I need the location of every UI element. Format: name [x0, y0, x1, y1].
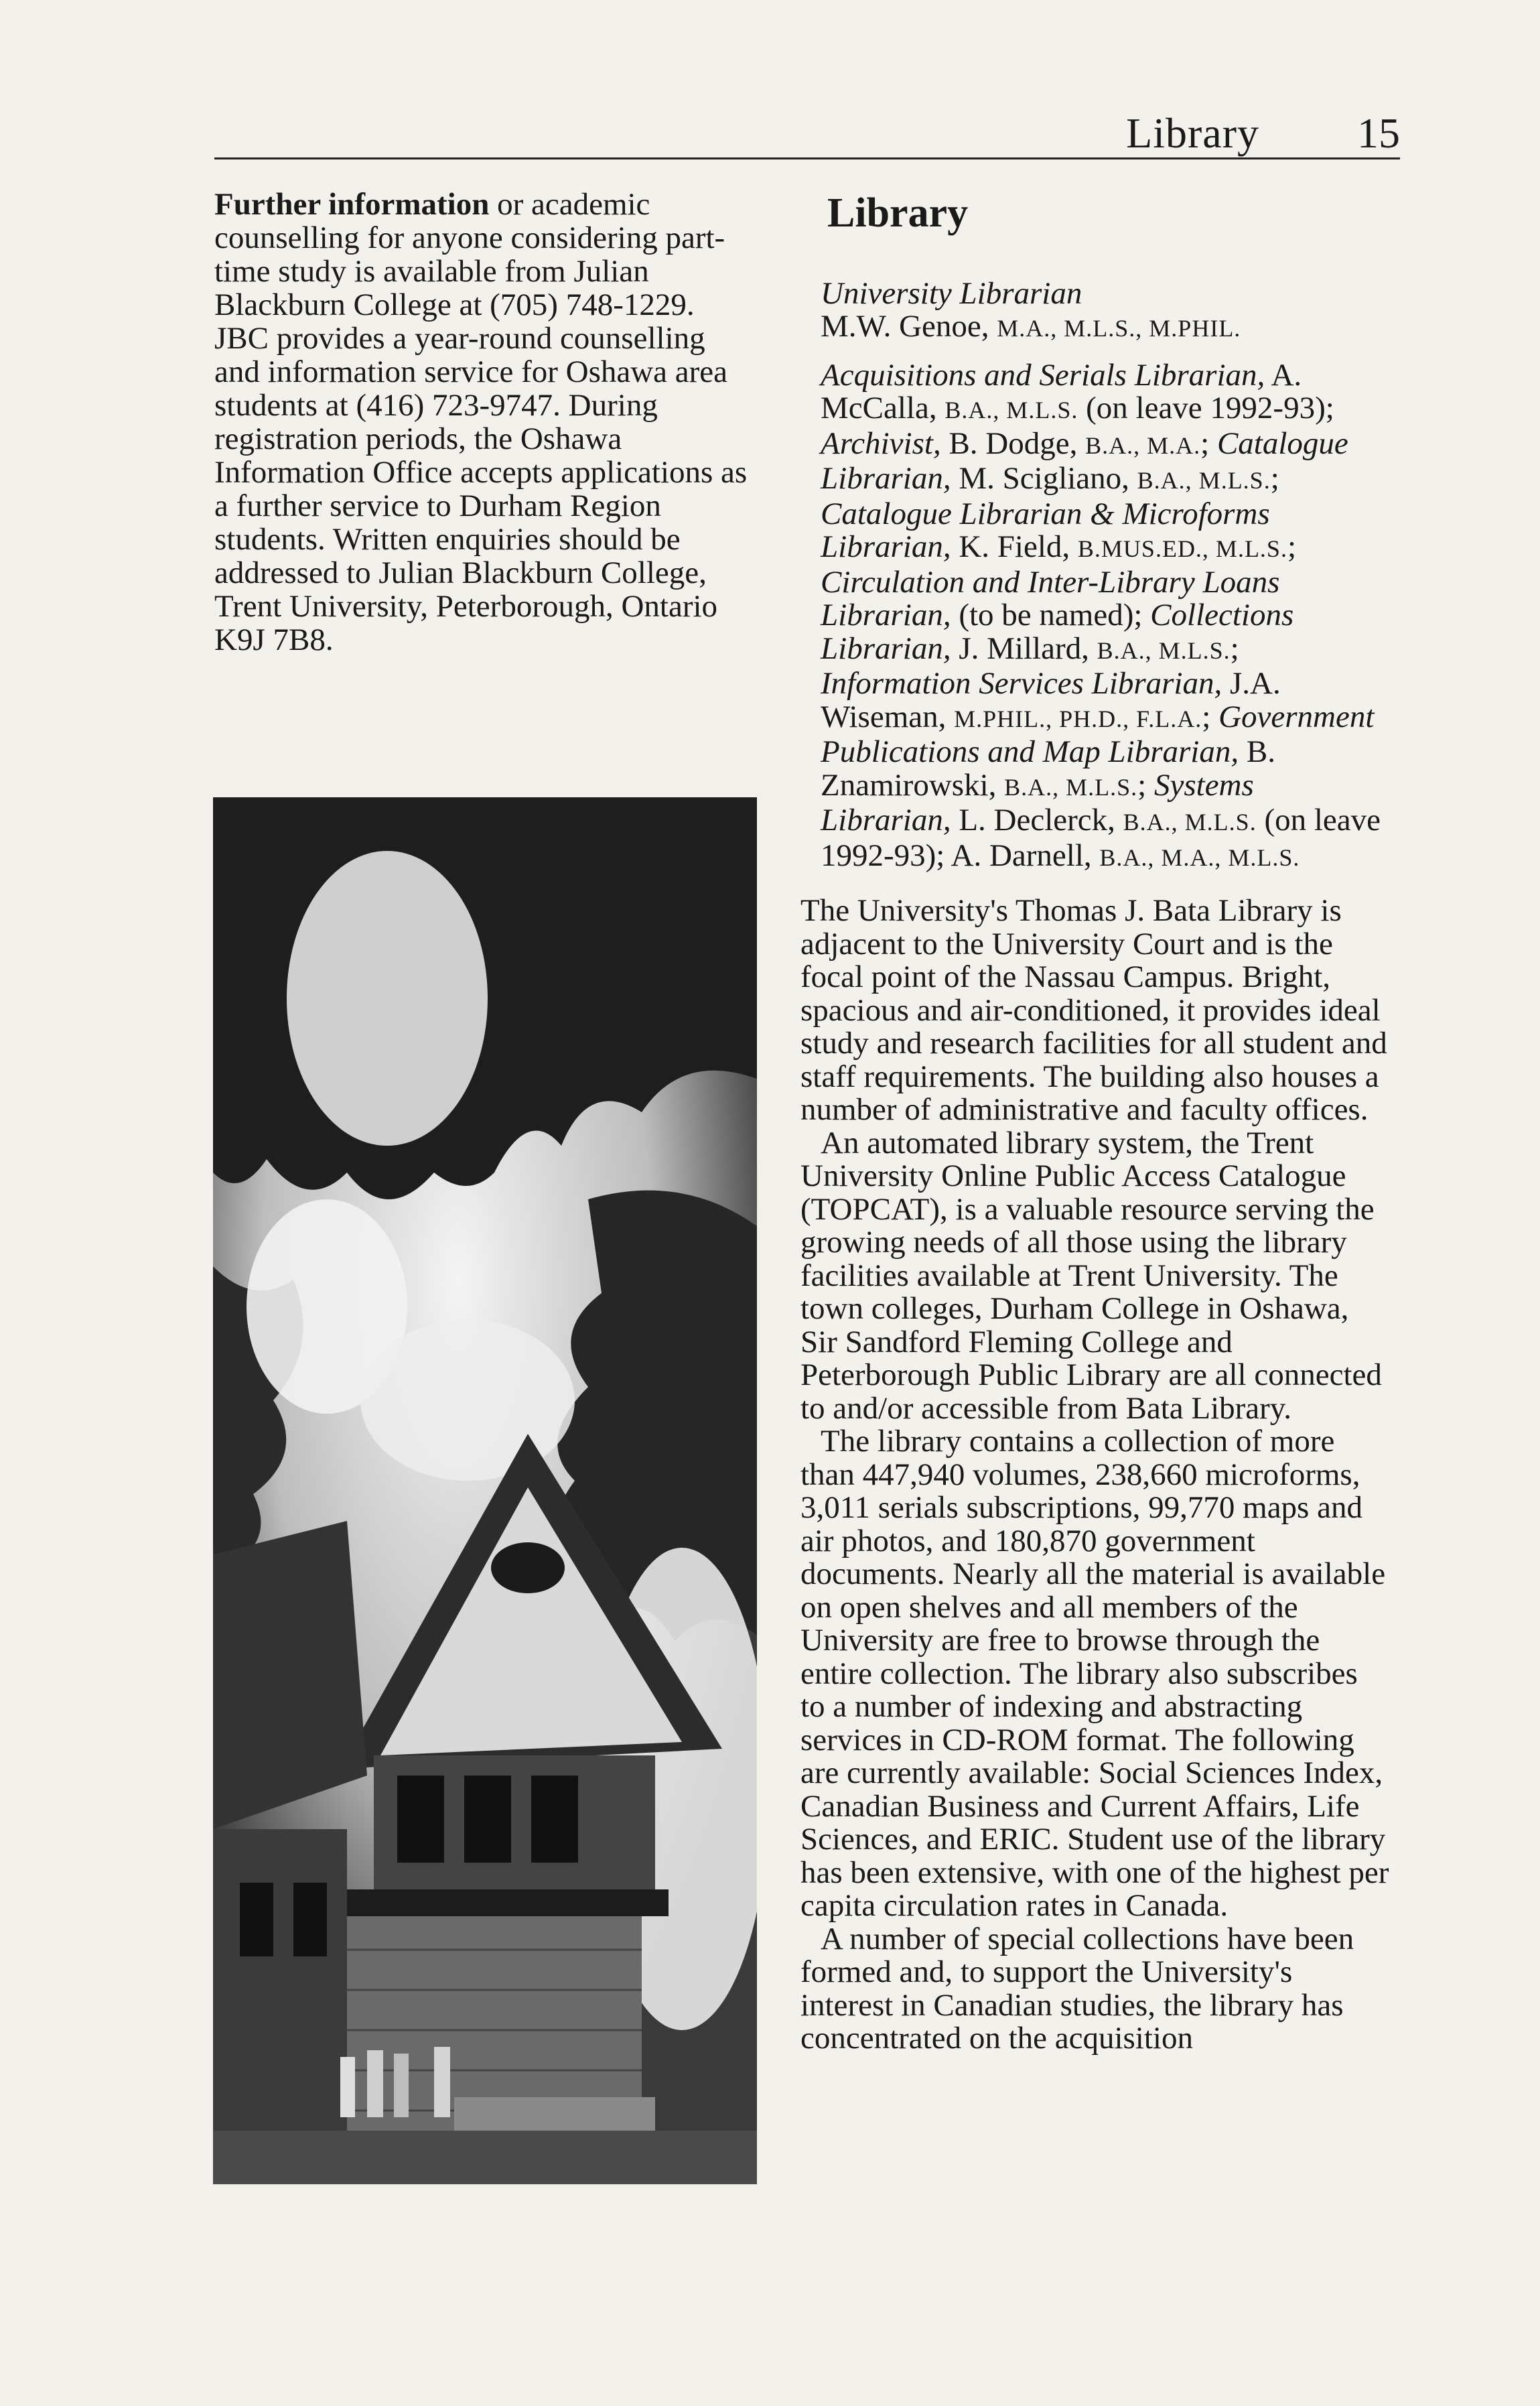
- staff-degrees: B.A., M.L.S.: [1137, 467, 1271, 494]
- staff-name: J.A. Wiseman,: [821, 666, 1281, 734]
- staff-title: Information Services Librarian,: [821, 666, 1222, 701]
- staff-note: ;: [1200, 425, 1217, 461]
- university-librarian-degrees: M.A., M.L.S., M.PHIL.: [997, 315, 1241, 342]
- staff-title: Government Publications and Map Librarian,: [821, 699, 1375, 769]
- university-librarian-title: University Librarian: [821, 275, 1082, 311]
- running-title: Library: [1126, 109, 1259, 157]
- university-librarian-name: M.W. Genoe,: [821, 309, 997, 344]
- staff-name: B. Dodge,: [940, 425, 1086, 461]
- library-paragraph: The University's Thomas J. Bata Library is adjacent to the University Court and is the focal point of the Nassau Campus. Bright, spacious and air-conditioned, it provides ideal study and research facilities for all student and staff requirements. The building also houses a number of administrative and faculty offices.: [800, 893, 1387, 1127]
- staff-title: Archivist,: [821, 425, 941, 461]
- staff-degrees: M.PHIL., PH.D., F.L.A.: [954, 705, 1202, 732]
- staff-title: Collections Librarian,: [821, 598, 1294, 666]
- staff-name: B. Znamirowski,: [821, 734, 1275, 803]
- staff-degrees: B.A., M.L.S.: [944, 397, 1078, 423]
- header-rule: [214, 157, 1400, 159]
- library-paragraph: An automated library system, the Trent University Online Public Access Catalogue (TOPCAT), is a valuable resource serving the growing needs of all those using the library facilities available at Trent University. The town colleges, Durham College in Oshawa, Sir Sandford Fleming College and Peterborough Public Library are all connected to and/or accessible from Bata Library.: [800, 1125, 1382, 1426]
- staff-note: ;: [1137, 767, 1154, 803]
- staff-degrees: B.A., M.A., M.L.S.: [1099, 844, 1300, 871]
- staff-note: ;: [1287, 529, 1297, 564]
- library-paragraph: A number of special collections have been formed and, to support the University's interest in Canadian studies, the library has concentrated on the acquisition: [800, 1921, 1354, 2056]
- staff-note: ;: [1202, 699, 1219, 734]
- staff-degrees: B.A., M.L.S.: [1123, 809, 1257, 836]
- staff-title: Systems Librarian,: [821, 767, 1254, 838]
- staff-name: J. Millard,: [951, 630, 1097, 666]
- university-librarian: [821, 277, 1390, 346]
- further-information-text: or academic counselling for anyone considering part-time study is available from Julian Blackburn College at (705) 748-1229. JBC provides a year-round counselling and information service for Oshawa area students at (416) 723-9747. During registration periods, the Oshawa Information Office accepts applications as a further service to Durham Region students. Written enquiries should be addressed to Julian Blackburn College, Trent University, Peterborough, Ontario K9J 7B8.: [214, 187, 748, 657]
- staff-note: ;: [1230, 630, 1239, 666]
- building-illustration: [213, 797, 757, 2184]
- staff-note: ;: [1270, 461, 1279, 496]
- staff-name: M. Scigliano,: [951, 461, 1137, 496]
- staff-degrees: B.A., M.L.S.: [1097, 637, 1231, 664]
- building-photo: [213, 797, 757, 2184]
- staff-name: L. Declerck,: [951, 803, 1123, 838]
- library-paragraph: The library contains a collection of more than 447,940 volumes, 238,660 microforms, 3,011 serials subscriptions, 99,770 maps and air photos, and 180,870 government documents. Nearly all the material is available on open shelves and all members of the University are free to browse through the entire collection. The library also subscribes to a number of indexing and abstracting services in CD-ROM format. The following are currently available: Social Sciences Index, Canadian Business and Current Affairs, Life Sciences, and ERIC. Student use of the library has been extensive, with one of the highest per capita circulation rates in Canada.: [800, 1424, 1389, 1923]
- staff-name: A. McCalla,: [821, 357, 1302, 425]
- further-information-paragraph: [214, 188, 750, 657]
- staff-title: Circulation and Inter-Library Loans Librarian,: [821, 564, 1280, 632]
- staff-degrees: B.A., M.A.: [1085, 431, 1201, 459]
- page-number: 15: [1357, 109, 1400, 157]
- staff-degrees: B.A., M.L.S.: [1004, 773, 1138, 801]
- library-staff-list: [821, 277, 1390, 875]
- further-information-lead: Further information: [214, 187, 490, 222]
- staff-title: Catalogue Librarian,: [821, 425, 1348, 496]
- staff-entries: [821, 359, 1390, 875]
- staff-name: K. Field,: [951, 529, 1078, 564]
- staff-note: (on leave 1992-93);: [1078, 391, 1334, 425]
- library-section: [800, 188, 1390, 2056]
- staff-name: (to be named);: [951, 598, 1151, 632]
- staff-title: Catalogue Librarian & Microforms Librarian,: [821, 496, 1270, 564]
- staff-title: Acquisitions and Serials Librarian,: [821, 357, 1265, 393]
- staff-degrees: B.MUS.ED., M.L.S.: [1077, 535, 1287, 562]
- library-heading: Library: [827, 190, 969, 236]
- library-description: [800, 894, 1390, 2056]
- staff-note: (on leave 1992-93); A. Darnell,: [821, 803, 1381, 873]
